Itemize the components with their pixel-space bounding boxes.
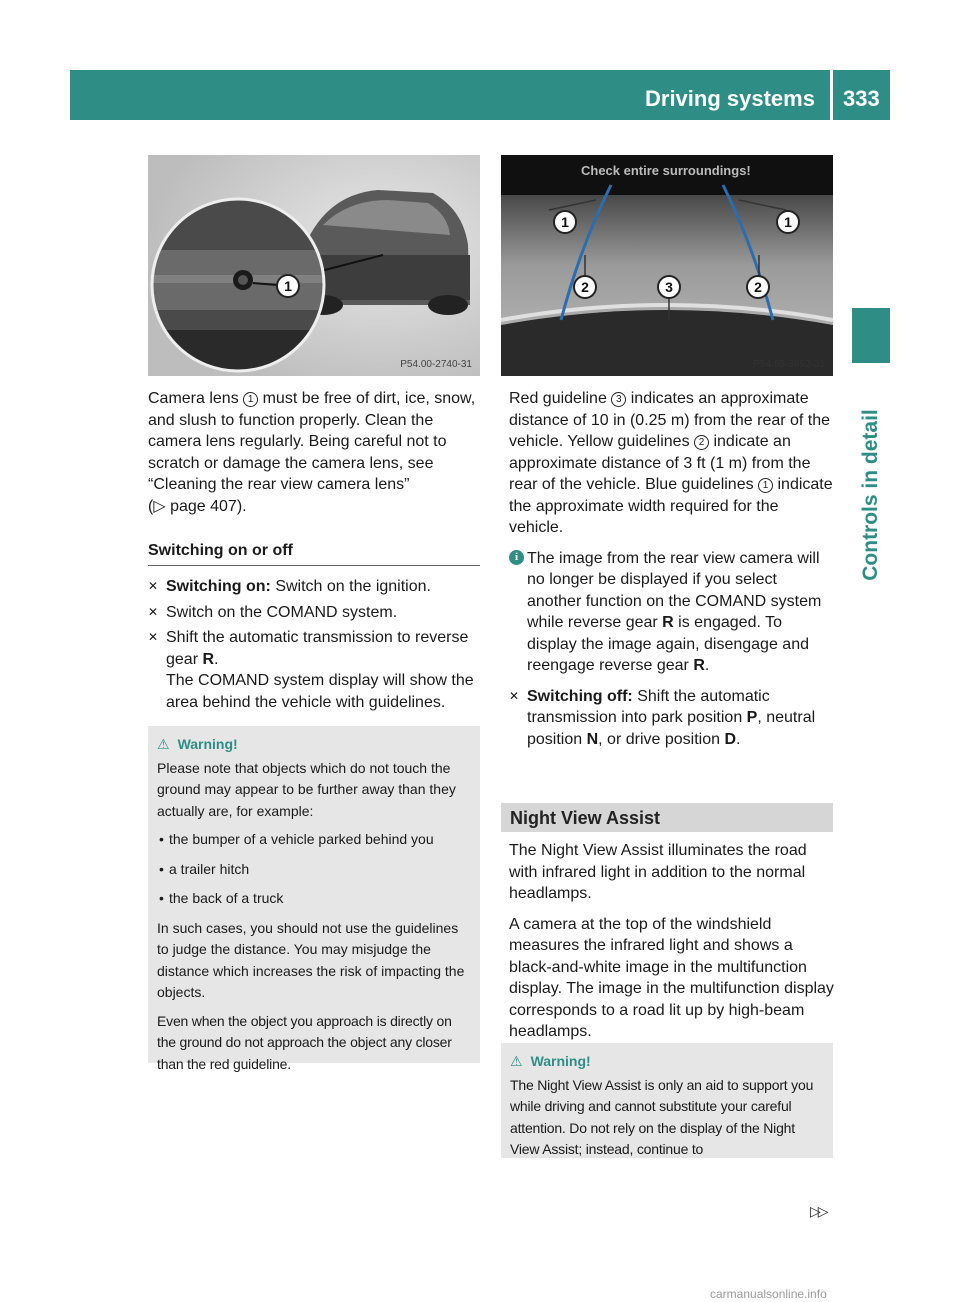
instruction-step: ✕ Switching off: Shift the automatic transmission into park position P, neutral position N, or drive position D.: [509, 687, 816, 748]
rear-camera-guidelines-illustration: [501, 155, 833, 376]
warning-icon: ⚠: [510, 1053, 523, 1069]
camera-banner: Check entire surroundings!: [581, 163, 751, 178]
warning-bullet: • the bumper of a vehicle parked behind you: [159, 831, 434, 847]
page-section-title: Driving systems: [645, 86, 815, 111]
side-tab-marker: [852, 308, 890, 363]
callout-2-right: 2: [746, 275, 770, 299]
guidelines-paragraph: Red guideline 3 indicates an approximate distance of 10 in (0.25 m) from the rear of the vehicle. Yellow guidelines 2 indicate an approximate distance of 3 ft (1 m) from the rear of the vehicle. Blue guidelines 1 indicate the approximate width required for the vehicle. i The image from the rear view camera will no longer be displayed if you select another function on the COMAND system while reverse gear R is engaged. To display the image again, disengage and reengage reverse gear R. ✕ Switching off: Shift the automatic transmission into park position P, neutral position N, or drive position D.: [509, 388, 834, 754]
instruction-step: ✕ Switching on: Switch on the ignition.: [148, 578, 431, 595]
warning-icon: ⚠: [157, 736, 170, 752]
warning-text: Please note that objects which do not touch the ground may appear to be further away than they actually are, for example:: [157, 759, 456, 819]
circled-number: 1: [758, 478, 773, 493]
warning-text: In such cases, you should not use the guidelines to judge the distance. You may misjudge the distance which increases the risk of impacting the objects.: [157, 919, 465, 1000]
camera-lens-photo: [148, 155, 480, 376]
warning-box: [501, 1043, 833, 1158]
section-heading: Night View Assist: [510, 808, 661, 828]
warning-bullet: • the back of a truck: [159, 890, 284, 906]
warning-heading: ⚠ Warning!: [510, 1051, 825, 1073]
callout-2-left: 2: [573, 275, 597, 299]
callout-1: 1: [276, 274, 300, 298]
night-view-assist-text: The Night View Assist illuminates the road with infrared light in addition to the normal headlamps. A camera at the top of the windshield measures the infrared light and shows a black-and-white image in the multifunction display. The image in the multifunction display corresponds to a road lit up by high-beam headlamps.: [509, 842, 834, 1040]
footer-watermark: carmanualsonline.info: [710, 1287, 827, 1301]
image-code: P54.65-3892-31: [753, 359, 825, 370]
warning-text: The Night View Assist is only an aid to support you while driving and cannot substitute your careful attention. Do not rely on the display of the Night View Assist; instead, continue to: [510, 1076, 814, 1157]
circled-number: 2: [694, 435, 709, 450]
instruction-list: [148, 576, 480, 717]
info-note: i The image from the rear view camera will no longer be displayed if you select another function on the COMAND system while reverse gear R is engaged. To display the image again, disengage and reengage reverse gear R.: [509, 548, 834, 677]
page-number: 333: [843, 86, 880, 111]
circled-number: 3: [611, 392, 626, 407]
image-code: P54.00-2740-31: [400, 359, 472, 370]
instruction-step: ✕ Shift the automatic transmission to reverse gear R. The COMAND system display will show the area behind the vehicle with guidelines.: [148, 629, 474, 711]
header-divider: [830, 70, 833, 120]
callout-3: 3: [657, 275, 681, 299]
warning-bullet: • a trailer hitch: [159, 860, 250, 877]
warning-heading: ⚠ Warning!: [157, 734, 472, 756]
continue-arrow-icon: ▷▷: [810, 1203, 826, 1219]
camera-lens-illustration: [148, 155, 480, 376]
instruction-step: ✕ Switch on the COMAND system.: [148, 603, 398, 621]
info-icon: i: [509, 550, 524, 565]
callout-1-left: 1: [553, 210, 577, 234]
camera-lens-paragraph: Camera lens 1 must be free of dirt, ice, snow, and slush to function properly. Clean the camera lens regularly. Being careful not to scratch or damage the camera lens, see “Cleaning the rear view camera lens” (▷ page 407).: [148, 390, 476, 515]
warning-text: Even when the object you approach is directly on the ground do not approach the object any closer than the red guideline.: [157, 1012, 452, 1072]
circled-number: 1: [243, 392, 258, 407]
subheading: Switching on or off: [148, 542, 480, 566]
rear-camera-display-photo: [501, 155, 833, 376]
callout-1-right: 1: [776, 210, 800, 234]
warning-box: [148, 726, 480, 1072]
side-tab-label: Controls in detail: [859, 409, 882, 581]
